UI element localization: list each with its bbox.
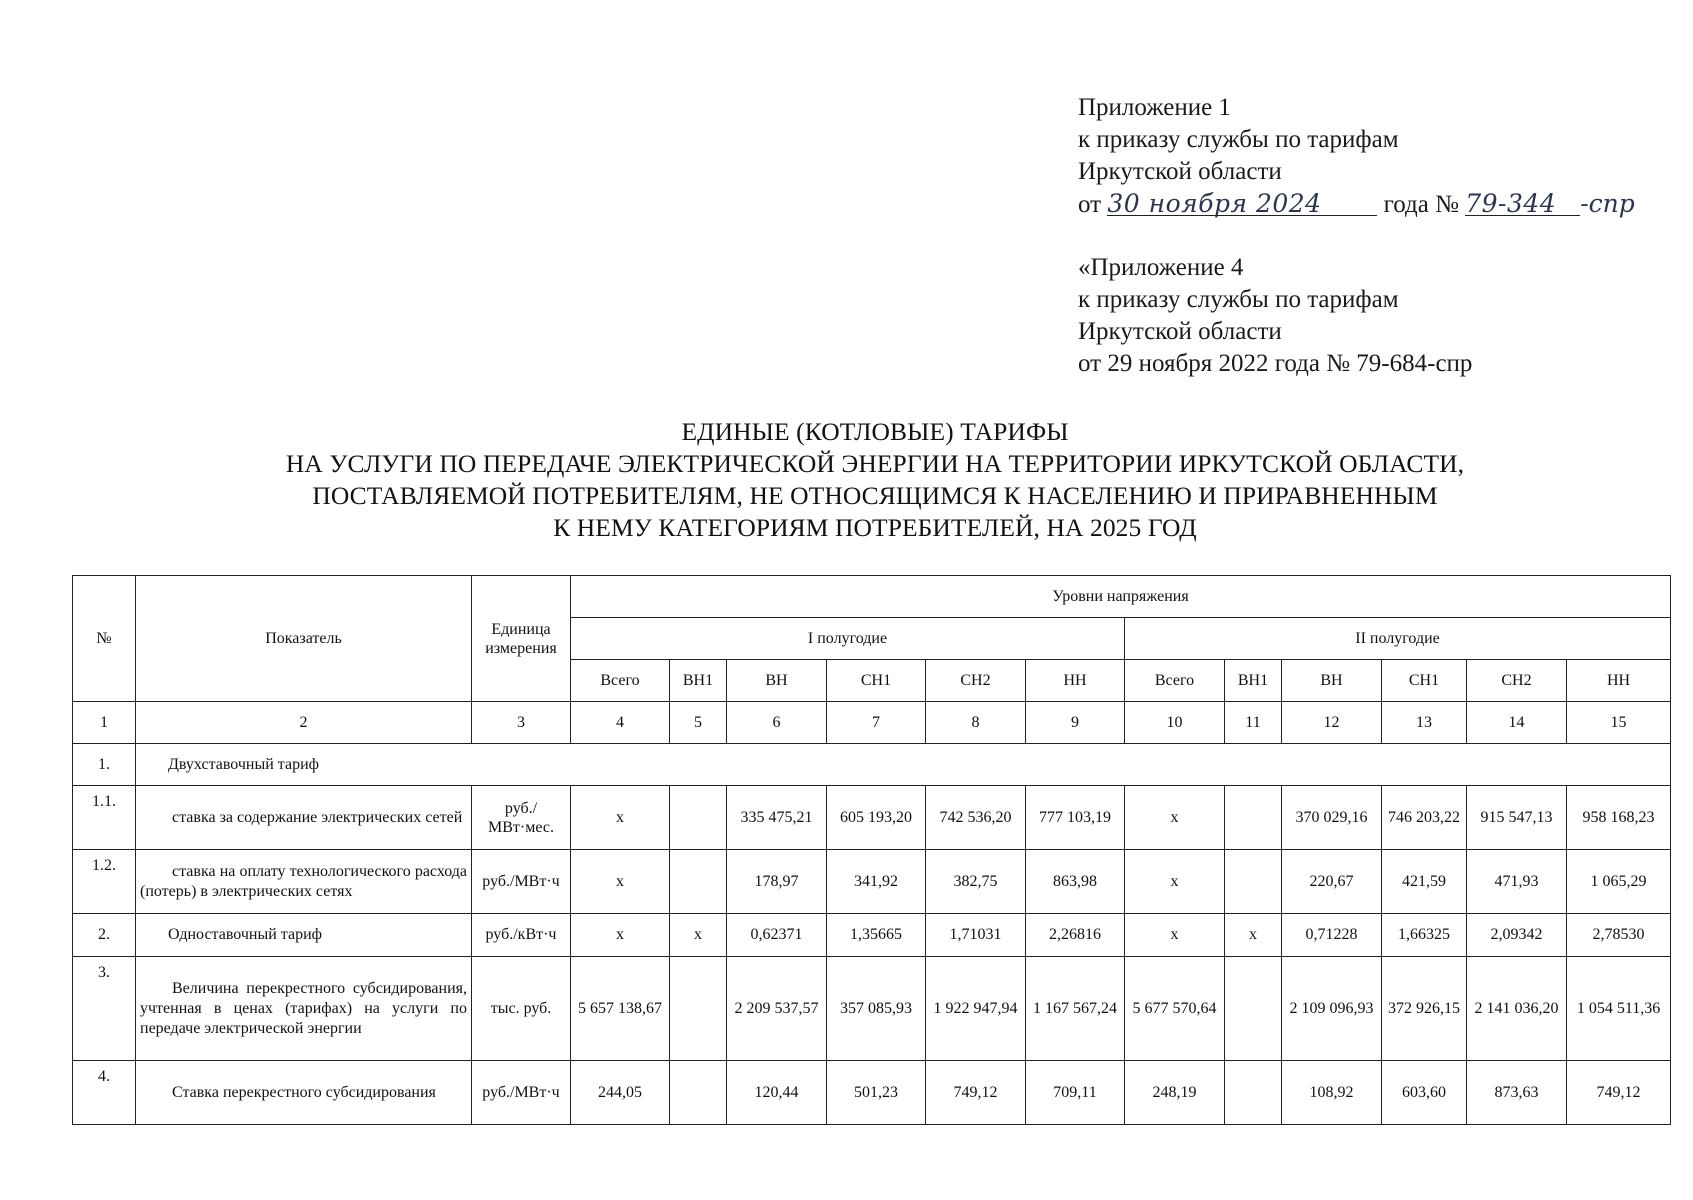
cell-value: 873,63 bbox=[1467, 1061, 1567, 1125]
cell-value: 341,92 bbox=[827, 850, 926, 914]
cell-value: 5 677 570,64 bbox=[1125, 957, 1225, 1061]
col-number: 11 bbox=[1225, 702, 1282, 744]
col-number: 3 bbox=[472, 702, 571, 744]
tariff-table bbox=[72, 575, 1671, 1125]
cell-value: х bbox=[571, 850, 670, 914]
header-voltage-levels: Уровни напряжения bbox=[571, 576, 1671, 618]
cell-value: х bbox=[1125, 850, 1225, 914]
cell-value: 749,12 bbox=[1567, 1061, 1671, 1125]
level-h1-vn1: ВН1 bbox=[670, 660, 727, 702]
col-number: 2 bbox=[136, 702, 472, 744]
cell-value bbox=[1225, 957, 1282, 1061]
col-number: 12 bbox=[1282, 702, 1382, 744]
appendix-1-title: Приложение 1 bbox=[1078, 94, 1231, 121]
appendix-4-order-line: к приказу службы по тарифам bbox=[1078, 286, 1399, 313]
title-line-1: ЕДИНЫЕ (КОТЛОВЫЕ) ТАРИФЫ bbox=[681, 417, 1069, 446]
col-number: 8 bbox=[926, 702, 1026, 744]
cell-value: 1 922 947,94 bbox=[926, 957, 1026, 1061]
header-unit: Единица измерения bbox=[472, 576, 571, 702]
cell-value: х bbox=[1225, 914, 1282, 957]
appendix-1-region-line: Иркутской области bbox=[1078, 158, 1282, 185]
cell-value: 1,35665 bbox=[827, 914, 926, 957]
cell-value: 2 141 036,20 bbox=[1467, 957, 1567, 1061]
section-row-two-part-tariff bbox=[73, 744, 1671, 786]
level-h2-vn: ВН bbox=[1282, 660, 1382, 702]
cell-value: 248,19 bbox=[1125, 1061, 1225, 1125]
cell-value: 244,05 bbox=[571, 1061, 670, 1125]
col-number: 5 bbox=[670, 702, 727, 744]
cell-value: 915 547,13 bbox=[1467, 786, 1567, 850]
row-unit: руб./МВт·ч bbox=[472, 850, 571, 914]
header-indicator: Показатель bbox=[136, 576, 472, 702]
row-unit: руб./МВт·ч bbox=[472, 1061, 571, 1125]
cell-value: 357 085,93 bbox=[827, 957, 926, 1061]
cell-value: 746 203,22 bbox=[1382, 786, 1467, 850]
cell-value: 958 168,23 bbox=[1567, 786, 1671, 850]
appendix-1-block bbox=[1078, 92, 1635, 221]
handwritten-order-suffix: -спр bbox=[1580, 189, 1635, 218]
column-number-row bbox=[73, 702, 1671, 744]
cell-value: 2 209 537,57 bbox=[727, 957, 827, 1061]
table-row bbox=[73, 850, 1671, 914]
cell-value: 421,59 bbox=[1382, 850, 1467, 914]
cell-value: х bbox=[571, 914, 670, 957]
cell-value: 0,71228 bbox=[1282, 914, 1382, 957]
row-num: 1.2. bbox=[73, 850, 136, 914]
year-number-label: года № bbox=[1383, 191, 1459, 218]
cell-value: 0,62371 bbox=[727, 914, 827, 957]
cell-value bbox=[1225, 786, 1282, 850]
from-prefix: от bbox=[1078, 191, 1102, 218]
cell-value: 863,98 bbox=[1026, 850, 1125, 914]
cell-value: 605 193,20 bbox=[827, 786, 926, 850]
appendix-4-region-line: Иркутской области bbox=[1078, 318, 1282, 345]
row-num: 1.1. bbox=[73, 786, 136, 850]
cell-value: 603,60 bbox=[1382, 1061, 1467, 1125]
cell-value: 742 536,20 bbox=[926, 786, 1026, 850]
level-h2-sn2: СН2 bbox=[1467, 660, 1567, 702]
section-label: Двухставочный тариф bbox=[136, 744, 1671, 786]
appendix-1-date-line bbox=[1078, 188, 1635, 221]
cell-value: 2,78530 bbox=[1567, 914, 1671, 957]
row-unit: руб./кВт·ч bbox=[472, 914, 571, 957]
appendix-1-order-line: к приказу службы по тарифам bbox=[1078, 126, 1399, 153]
section-num: 1. bbox=[73, 744, 136, 786]
table-row bbox=[73, 914, 1671, 957]
row-label: Одноставочный тариф bbox=[136, 914, 472, 957]
cell-value: 1 167 567,24 bbox=[1026, 957, 1125, 1061]
col-number: 10 bbox=[1125, 702, 1225, 744]
header-num: № bbox=[73, 576, 136, 702]
cell-value: 220,67 bbox=[1282, 850, 1382, 914]
cell-value: 178,97 bbox=[727, 850, 827, 914]
table-row bbox=[73, 957, 1671, 1061]
level-h1-nn: НН bbox=[1026, 660, 1125, 702]
cell-value: 108,92 bbox=[1282, 1061, 1382, 1125]
row-unit: руб./МВт·мес. bbox=[472, 786, 571, 850]
cell-value: 335 475,21 bbox=[727, 786, 827, 850]
cell-value: 120,44 bbox=[727, 1061, 827, 1125]
col-number: 14 bbox=[1467, 702, 1567, 744]
cell-value bbox=[670, 1061, 727, 1125]
cell-value bbox=[670, 850, 727, 914]
level-h2-total: Всего bbox=[1125, 660, 1225, 702]
cell-value: 1 065,29 bbox=[1567, 850, 1671, 914]
cell-value: 1 054 511,36 bbox=[1567, 957, 1671, 1061]
cell-value: 370 029,16 bbox=[1282, 786, 1382, 850]
level-h1-sn1: СН1 bbox=[827, 660, 926, 702]
cell-value: х bbox=[1125, 786, 1225, 850]
cell-value: 2 109 096,93 bbox=[1282, 957, 1382, 1061]
row-label: ставка на оплату технологического расхода (потерь) в электрических сетях bbox=[136, 850, 472, 914]
level-h1-total: Всего bbox=[571, 660, 670, 702]
cell-value: 777 103,19 bbox=[1026, 786, 1125, 850]
col-number: 9 bbox=[1026, 702, 1125, 744]
cell-value: 471,93 bbox=[1467, 850, 1567, 914]
cell-value: 709,11 bbox=[1026, 1061, 1125, 1125]
document-title bbox=[0, 416, 1693, 544]
appendix-4-title: «Приложение 4 bbox=[1078, 254, 1244, 281]
cell-value bbox=[670, 786, 727, 850]
row-label: Величина перекрестного субсидирования, учтенная в ценах (тарифах) на услуги по передаче электрической энергии bbox=[136, 957, 472, 1061]
title-line-4: К НЕМУ КАТЕГОРИЯМ ПОТРЕБИТЕЛЕЙ, НА 2025 ГОД bbox=[553, 513, 1197, 542]
appendix-4-block bbox=[1078, 252, 1472, 380]
col-number: 4 bbox=[571, 702, 670, 744]
row-num: 3. bbox=[73, 957, 136, 1061]
row-num: 4. bbox=[73, 1061, 136, 1125]
cell-value bbox=[670, 957, 727, 1061]
cell-value: 382,75 bbox=[926, 850, 1026, 914]
cell-value: х bbox=[670, 914, 727, 957]
level-h2-nn: НН bbox=[1567, 660, 1671, 702]
cell-value: 5 657 138,67 bbox=[571, 957, 670, 1061]
level-h2-vn1: ВН1 bbox=[1225, 660, 1282, 702]
table-row bbox=[73, 1061, 1671, 1125]
title-line-3: ПОСТАВЛЯЕМОЙ ПОТРЕБИТЕЛЯМ, НЕ ОТНОСЯЩИМСЯ К НАСЕЛЕНИЮ И ПРИРАВНЕННЫМ bbox=[312, 481, 1438, 510]
row-unit: тыс. руб. bbox=[472, 957, 571, 1061]
handwritten-order-number: 79-344 bbox=[1465, 188, 1580, 220]
cell-value bbox=[1225, 1061, 1282, 1125]
cell-value: 2,26816 bbox=[1026, 914, 1125, 957]
col-number: 7 bbox=[827, 702, 926, 744]
cell-value: 372 926,15 bbox=[1382, 957, 1467, 1061]
row-num: 2. bbox=[73, 914, 136, 957]
col-number: 13 bbox=[1382, 702, 1467, 744]
level-h2-sn1: СН1 bbox=[1382, 660, 1467, 702]
cell-value bbox=[1225, 850, 1282, 914]
col-number: 1 bbox=[73, 702, 136, 744]
level-h1-sn2: СН2 bbox=[926, 660, 1026, 702]
level-h1-vn: ВН bbox=[727, 660, 827, 702]
cell-value: 749,12 bbox=[926, 1061, 1026, 1125]
col-number: 6 bbox=[727, 702, 827, 744]
handwritten-date: 30 ноября 2024 bbox=[1107, 188, 1377, 220]
cell-value: 501,23 bbox=[827, 1061, 926, 1125]
cell-value: х bbox=[1125, 914, 1225, 957]
row-label: ставка за содержание электрических сетей bbox=[136, 786, 472, 850]
header-half-2: II полугодие bbox=[1125, 618, 1671, 660]
cell-value: 1,71031 bbox=[926, 914, 1026, 957]
table-row bbox=[73, 786, 1671, 850]
cell-value: 2,09342 bbox=[1467, 914, 1567, 957]
cell-value: х bbox=[571, 786, 670, 850]
row-label: Ставка перекрестного субсидирования bbox=[136, 1061, 472, 1125]
header-half-1: I полугодие bbox=[571, 618, 1125, 660]
col-number: 15 bbox=[1567, 702, 1671, 744]
appendix-4-date-line: от 29 ноября 2022 года № 79-684-спр bbox=[1078, 350, 1473, 377]
cell-value: 1,66325 bbox=[1382, 914, 1467, 957]
title-line-2: НА УСЛУГИ ПО ПЕРЕДАЧЕ ЭЛЕКТРИЧЕСКОЙ ЭНЕРГИИ НА ТЕРРИТОРИИ ИРКУТСКОЙ ОБЛАСТИ, bbox=[285, 449, 1465, 478]
header-row-1 bbox=[73, 576, 1671, 618]
